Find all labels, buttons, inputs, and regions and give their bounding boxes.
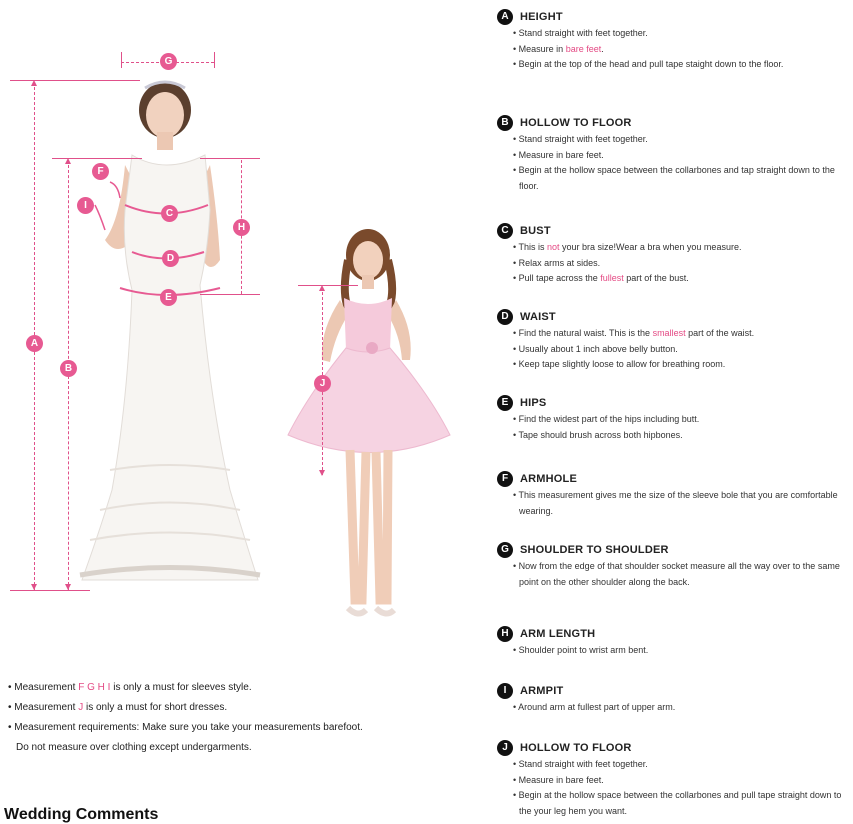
girl-legs — [350, 450, 388, 600]
bullet-item — [497, 148, 847, 164]
bullet-text: Pull tape across the — [518, 273, 601, 283]
section-bullets — [497, 643, 847, 659]
section-title: HIPS — [520, 397, 547, 409]
section-letter-badge: H — [497, 626, 513, 642]
section-bullets — [497, 26, 847, 73]
bullet-highlight: bare feet — [565, 43, 602, 54]
section-title: WAIST — [520, 311, 556, 323]
label-h: H — [233, 219, 250, 236]
bullet-text-end: your bra size!Wear a bra when you measure. — [559, 242, 742, 252]
bullet-text: Keep tape slightly loose to allow for breathing room. — [518, 359, 726, 369]
bullet-item — [497, 788, 847, 819]
section-c — [497, 222, 847, 287]
bullet-item — [497, 559, 847, 590]
section-letter-badge: F — [497, 471, 513, 487]
bullet-text: Usually about 1 inch above belly button. — [518, 343, 678, 354]
section-e — [497, 394, 847, 443]
section-header — [497, 625, 847, 643]
section-bullets — [497, 559, 847, 590]
bullet-item — [497, 26, 847, 42]
section-title: ARMPIT — [520, 685, 564, 697]
bullet-text: Find the natural waist. This is the — [518, 328, 653, 338]
section-letter-badge: E — [497, 395, 513, 411]
label-c: C — [161, 205, 178, 222]
label-d: D — [162, 250, 179, 267]
bullet-item — [497, 42, 847, 58]
bullet-item — [497, 256, 847, 272]
note-3: • Measurement requirements: Make sure you take your measurements barefoot. — [8, 722, 363, 733]
girl-face — [353, 241, 383, 279]
bride-figure — [70, 70, 280, 595]
girl-skirt — [288, 348, 450, 453]
section-letter-badge: J — [497, 740, 513, 756]
bullet-text: Find the widest part of the hips including butt. — [518, 414, 700, 424]
section-g — [497, 541, 847, 590]
bullet-text: Begin at the top of the head and pull tape staight down to the floor. — [518, 59, 784, 69]
section-header — [497, 114, 847, 132]
bullet-item — [497, 326, 847, 342]
section-bullets — [497, 326, 847, 373]
section-letter-badge: B — [497, 115, 513, 131]
note-2: • Measurement J is only a must for short dresses. — [8, 702, 228, 713]
section-j — [497, 739, 847, 819]
g-right-tick — [214, 52, 215, 68]
bullet-text: Begin at the hollow space between the collarbones and tap straight down to the floor. — [518, 165, 835, 191]
section-header — [497, 470, 847, 488]
bullet-item — [497, 700, 847, 716]
bullet-highlight: smallest — [652, 328, 686, 338]
label-i: I — [77, 197, 94, 214]
label-b: B — [60, 360, 77, 377]
bullet-item — [497, 163, 847, 194]
bullet-highlight: fullest — [600, 273, 624, 283]
section-header — [497, 541, 847, 559]
bullet-item — [497, 240, 847, 256]
note-4: Do not measure over clothing except undergarments. — [16, 742, 252, 753]
bullet-text: Stand straight with feet together. — [518, 134, 648, 144]
section-header — [497, 739, 847, 757]
section-bullets — [497, 700, 847, 716]
bullet-text: Now from the edge of that shoulder socket measure all the way over to the same point on the other shoulder along the back. — [518, 561, 840, 587]
section-i — [497, 682, 847, 716]
label-g: G — [160, 53, 177, 70]
section-bullets — [497, 757, 847, 819]
bullet-text: Shoulder point to wrist arm bent. — [518, 645, 649, 655]
note-1-highlight: F G H I — [78, 682, 111, 693]
section-letter-badge: C — [497, 223, 513, 239]
section-letter-badge: A — [497, 9, 513, 25]
note-2-highlight: J — [78, 702, 84, 713]
bullet-item — [497, 271, 847, 287]
section-title: HOLLOW TO FLOOR — [520, 117, 632, 129]
section-title: HEIGHT — [520, 11, 563, 23]
section-title: ARM LENGTH — [520, 628, 596, 640]
section-header — [497, 682, 847, 700]
bullet-text: Stand straight with feet together. — [518, 28, 648, 38]
bullet-item — [497, 57, 847, 73]
section-f — [497, 470, 847, 519]
bullet-text: Tape should brush across both hipbones. — [518, 429, 683, 440]
measurement-notes — [8, 678, 428, 758]
section-header — [497, 308, 847, 326]
h-top-tick — [200, 158, 260, 159]
short-dress-figure — [280, 220, 455, 635]
section-header — [497, 8, 847, 26]
bullet-item — [497, 428, 847, 444]
bullet-text: Measure in bare feet. — [518, 149, 604, 160]
bullet-text: Measure in — [518, 43, 566, 54]
section-a — [497, 8, 847, 73]
section-h — [497, 625, 847, 659]
section-header — [497, 222, 847, 240]
bullet-text: This measurement gives me the size of the sleeve bole that you are comfortable wearing. — [518, 490, 838, 516]
label-j: J — [314, 375, 331, 392]
bullet-highlight: not — [547, 242, 560, 252]
a-top-tick — [10, 80, 140, 81]
bullet-text: This is — [518, 242, 548, 252]
bullet-item — [497, 773, 847, 789]
bullet-item — [497, 342, 847, 358]
section-bullets — [497, 132, 847, 194]
bride-face — [146, 92, 184, 138]
j-arrow-up — [319, 285, 325, 291]
floor-line — [10, 590, 90, 591]
label-a: A — [26, 335, 43, 352]
section-header — [497, 394, 847, 412]
section-letter-badge: I — [497, 683, 513, 699]
section-b — [497, 114, 847, 194]
bullet-text: Relax arms at sides. — [518, 257, 601, 268]
bullet-item — [497, 488, 847, 519]
bullet-item — [497, 757, 847, 773]
b-arrow-up — [65, 158, 71, 164]
bullet-item — [497, 643, 847, 659]
section-bullets — [497, 240, 847, 287]
section-bullets — [497, 488, 847, 519]
section-bullets — [497, 412, 847, 443]
section-letter-badge: D — [497, 309, 513, 325]
a-arrow-up — [31, 80, 37, 86]
bride-tape-curves — [80, 160, 240, 310]
section-title: SHOULDER TO SHOULDER — [520, 544, 669, 556]
g-left-tick — [121, 52, 122, 68]
label-f: F — [92, 163, 109, 180]
bullet-text-end: part of the bust. — [623, 273, 689, 283]
section-d — [497, 308, 847, 373]
section-letter-badge: G — [497, 542, 513, 558]
bullet-text-end: . — [601, 43, 604, 54]
label-e: E — [160, 289, 177, 306]
j-top-tick — [298, 285, 358, 286]
footer-title: Wedding Comments — [4, 806, 159, 823]
bullet-item — [497, 412, 847, 428]
bullet-text-end: part of the waist. — [685, 328, 755, 338]
section-title: HOLLOW TO FLOOR — [520, 742, 632, 754]
bullet-text: Stand straight with feet together. — [518, 759, 648, 769]
bullet-item — [497, 132, 847, 148]
bullet-text: Measure in bare feet. — [518, 774, 604, 785]
section-title: BUST — [520, 225, 551, 237]
bullet-text: Around arm at fullest part of upper arm. — [518, 702, 676, 712]
note-1: • Measurement F G H I is only a must for sleeves style. — [8, 682, 252, 693]
j-arrow-down — [319, 470, 325, 476]
bullet-item — [497, 357, 847, 373]
bullet-text: Begin at the hollow space between the collarbones and pull tape straight down to the your leg hem you want. — [518, 790, 842, 816]
section-title: ARMHOLE — [520, 473, 578, 485]
